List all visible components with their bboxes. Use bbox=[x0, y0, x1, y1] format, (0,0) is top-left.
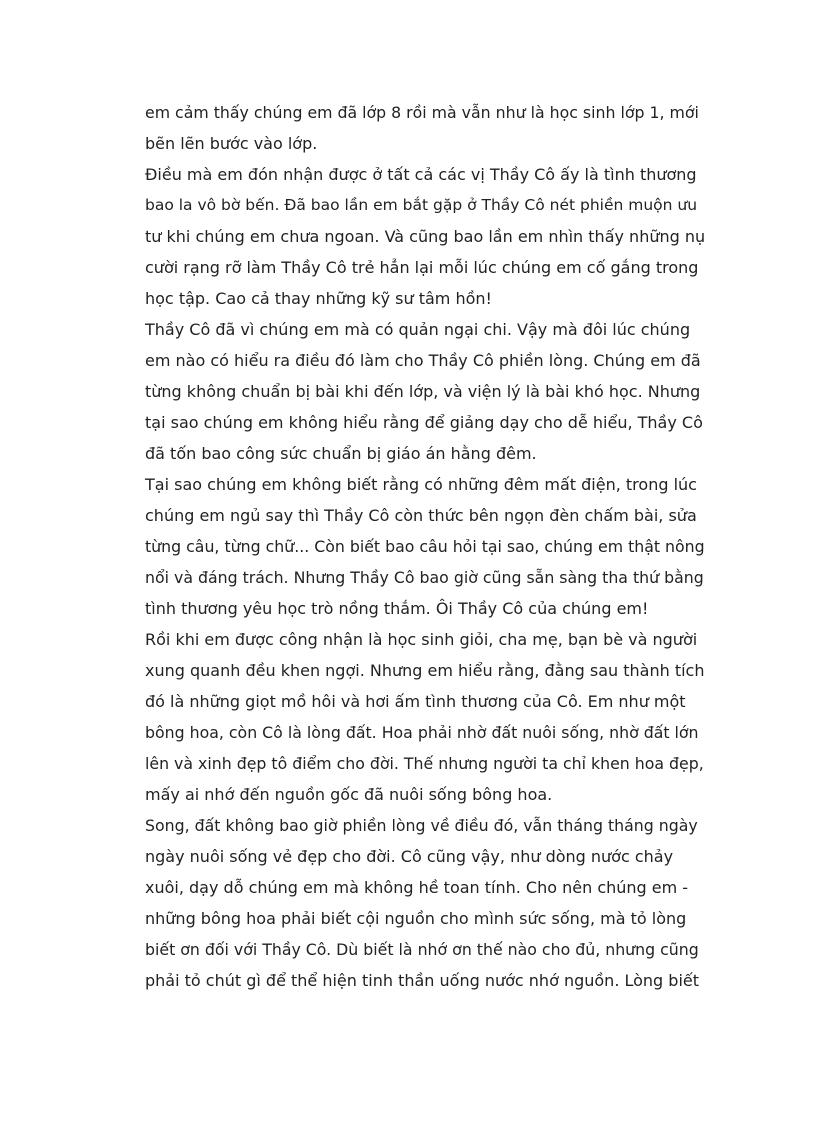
text-line: từng câu, từng chữ... Còn biết bao câu hỏi tại sao, chúng em thật nông bbox=[145, 537, 705, 556]
text-line: ngày nuôi sống vẻ đẹp cho đời. Cô cũng vậy, như dòng nước chảy bbox=[145, 847, 674, 866]
text-line: biết ơn đối với Thầy Cô. Dù biết là nhớ ơn thế nào cho đủ, nhưng cũng bbox=[145, 940, 699, 959]
text-line: Tại sao chúng em không biết rằng có những đêm mất điện, trong lúc bbox=[145, 475, 697, 494]
text-line: cười rạng rỡ làm Thầy Cô trẻ hẳn lại mỗi lúc chúng em cố gắng trong bbox=[145, 258, 699, 277]
text-line: em cảm thấy chúng em đã lớp 8 rồi mà vẫn như là học sinh lớp 1, mới bbox=[145, 103, 699, 122]
text-line: học tập. Cao cả thay những kỹ sư tâm hồn! bbox=[145, 289, 492, 308]
text-line: nổi và đáng trách. Nhưng Thầy Cô bao giờ cũng sẵn sàng tha thứ bằng bbox=[145, 568, 704, 587]
text-line: Thầy Cô đã vì chúng em mà có quản ngại chi. Vậy mà đôi lúc chúng bbox=[145, 320, 691, 339]
text-line: em nào có hiểu ra điều đó làm cho Thầy Cô phiền lòng. Chúng em đã bbox=[145, 351, 701, 370]
text-line: chúng em ngủ say thì Thầy Cô còn thức bên ngọn đèn chấm bài, sửa bbox=[145, 506, 697, 525]
text-line: tình thương yêu học trò nồng thắm. Ôi Thầy Cô của chúng em! bbox=[145, 599, 649, 618]
text-line: bẽn lẽn bước vào lớp. bbox=[145, 134, 318, 153]
text-line: những bông hoa phải biết cội nguồn cho mình sức sống, mà tỏ lòng bbox=[145, 909, 687, 928]
text-line: Điều mà em đón nhận được ở tất cả các vị Thầy Cô ấy là tình thương bbox=[145, 165, 697, 184]
text-line: Song, đất không bao giờ phiền lòng về điều đó, vẫn tháng tháng ngày bbox=[145, 816, 698, 835]
body-text bbox=[145, 97, 705, 996]
text-line: xung quanh đều khen ngợi. Nhưng em hiểu rằng, đằng sau thành tích bbox=[145, 661, 705, 680]
text-line: từng không chuẩn bị bài khi đến lớp, và viện lý là bài khó học. Nhưng bbox=[145, 382, 701, 401]
text-line: mấy ai nhớ đến nguồn gốc đã nuôi sống bông hoa. bbox=[145, 785, 553, 804]
text-line: phải tỏ chút gì để thể hiện tinh thần uống nước nhớ nguồn. Lòng biết bbox=[145, 971, 700, 990]
text-line: đó là những giọt mồ hôi và hơi ấm tình thương của Cô. Em như một bbox=[145, 692, 686, 711]
text-line: bông hoa, còn Cô là lòng đất. Hoa phải nhờ đất nuôi sống, nhờ đất lớn bbox=[145, 723, 699, 742]
text-line: Rồi khi em được công nhận là học sinh giỏi, cha mẹ, bạn bè và người bbox=[145, 630, 698, 649]
text-line: bao la vô bờ bến. Đã bao lần em bắt gặp ở Thầy Cô nét phiền muộn ưu bbox=[145, 196, 698, 214]
text-line: đã tốn bao công sức chuẩn bị giáo án hằng đêm. bbox=[145, 444, 537, 463]
text-line: lên và xinh đẹp tô điểm cho đời. Thế nhưng người ta chỉ khen hoa đẹp, bbox=[145, 754, 704, 773]
text-line: xuôi, dạy dỗ chúng em mà không hề toan tính. Cho nên chúng em - bbox=[145, 878, 689, 897]
text-line: tư khi chúng em chưa ngoan. Và cũng bao lần em nhìn thấy những nụ bbox=[145, 227, 706, 246]
text-line: tại sao chúng em không hiểu rằng để giảng dạy cho dễ hiểu, Thầy Cô bbox=[145, 413, 703, 432]
